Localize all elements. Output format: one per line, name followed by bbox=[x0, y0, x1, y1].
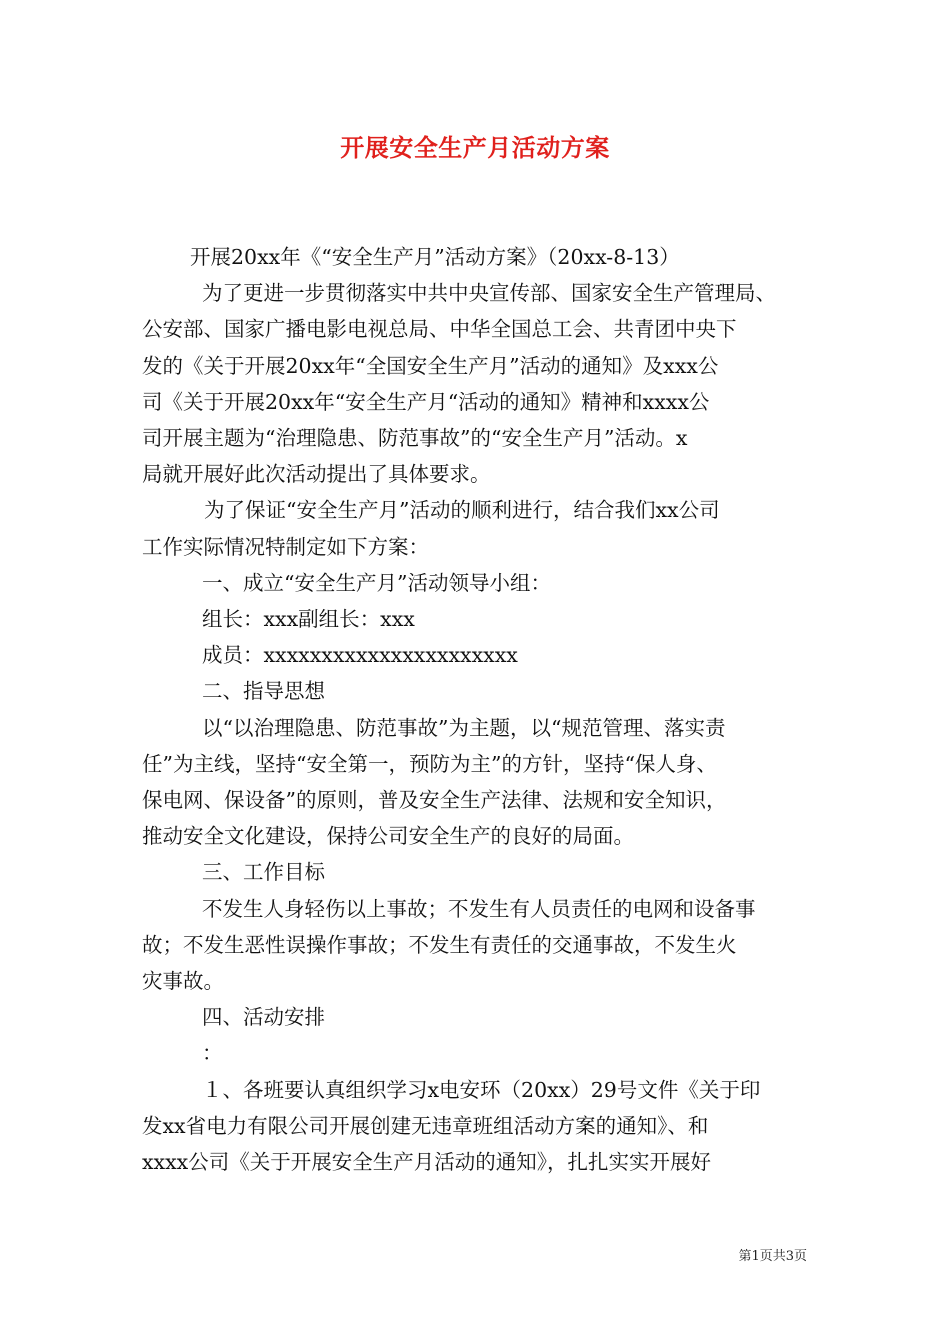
section-heading: 三、工作目标 bbox=[202, 860, 325, 885]
paragraph-line: 保电网、保设备”的原则，普及安全生产法律、法规和安全知识， bbox=[142, 788, 727, 813]
paragraph-line: 灾事故。 bbox=[142, 969, 224, 994]
paragraph-line: 以“以治理隐患、防范事故”为主题，以“规范管理、落实责 bbox=[202, 715, 726, 740]
paragraph-line: 公安部、国家广播电影电视总局、中华全国总工会、共青团中央下 bbox=[142, 317, 737, 342]
paragraph-line: 故；不发生恶性误操作事故；不发生有责任的交通事故，不发生火 bbox=[142, 932, 737, 957]
paragraph-line: １、各班要认真组织学习x电安环（20xx）29号文件《关于印 bbox=[202, 1077, 761, 1102]
paragraph-line: 局就开展好此次活动提出了具体要求。 bbox=[142, 462, 491, 487]
paragraph-line: ： bbox=[202, 1041, 223, 1066]
paragraph-line: 组长：xxx副组长：xxx bbox=[202, 607, 415, 632]
paragraph-line: 不发生人身轻伤以上事故；不发生有人员责任的电网和设备事 bbox=[202, 896, 756, 921]
paragraph-line: 发xx省电力有限公司开展创建无违章班组活动方案的通知》、和 bbox=[142, 1113, 709, 1138]
paragraph-line: 任”为主线，坚持“安全第一，预防为主”的方针，坚持“保人身、 bbox=[142, 751, 717, 776]
section-heading: 二、指导思想 bbox=[202, 679, 325, 704]
paragraph-line: 为了保证“安全生产月”活动的顺利进行，结合我们xx公司 bbox=[204, 498, 720, 523]
paragraph-line: 发的《关于开展20xx年“全国安全生产月”活动的通知》及xxx公 bbox=[142, 353, 719, 378]
page-title: 开展安全生产月活动方案 bbox=[340, 134, 610, 162]
section-heading: 一、成立“安全生产月”活动领导小组： bbox=[202, 570, 551, 595]
paragraph-line: 工作实际情况特制定如下方案： bbox=[142, 534, 429, 559]
paragraph-line: 成员：xxxxxxxxxxxxxxxxxxxxxx bbox=[202, 643, 518, 668]
page-number: 第1页共3页 bbox=[738, 1249, 807, 1264]
paragraph-line: 开展20xx年《“安全生产月”活动方案》（20xx-8-13） bbox=[190, 245, 680, 269]
paragraph-line: 推动安全文化建设，保持公司安全生产的良好的局面。 bbox=[142, 824, 634, 849]
paragraph-line: xxxx公司《关于开展安全生产月活动的通知》，扎扎实实开展好 bbox=[142, 1150, 711, 1175]
paragraph-line: 司开展主题为“治理隐患、防范事故”的“安全生产月”活动。x bbox=[142, 426, 688, 451]
document-body bbox=[142, 239, 810, 1180]
paragraph-line: 司《关于开展20xx年“安全生产月“活动的通知》精神和xxxx公 bbox=[142, 389, 710, 414]
section-heading: 四、活动安排 bbox=[202, 1005, 325, 1030]
paragraph-line: 为了更进一步贯彻落实中共中央宣传部、国家安全生产管理局、 bbox=[202, 281, 776, 306]
